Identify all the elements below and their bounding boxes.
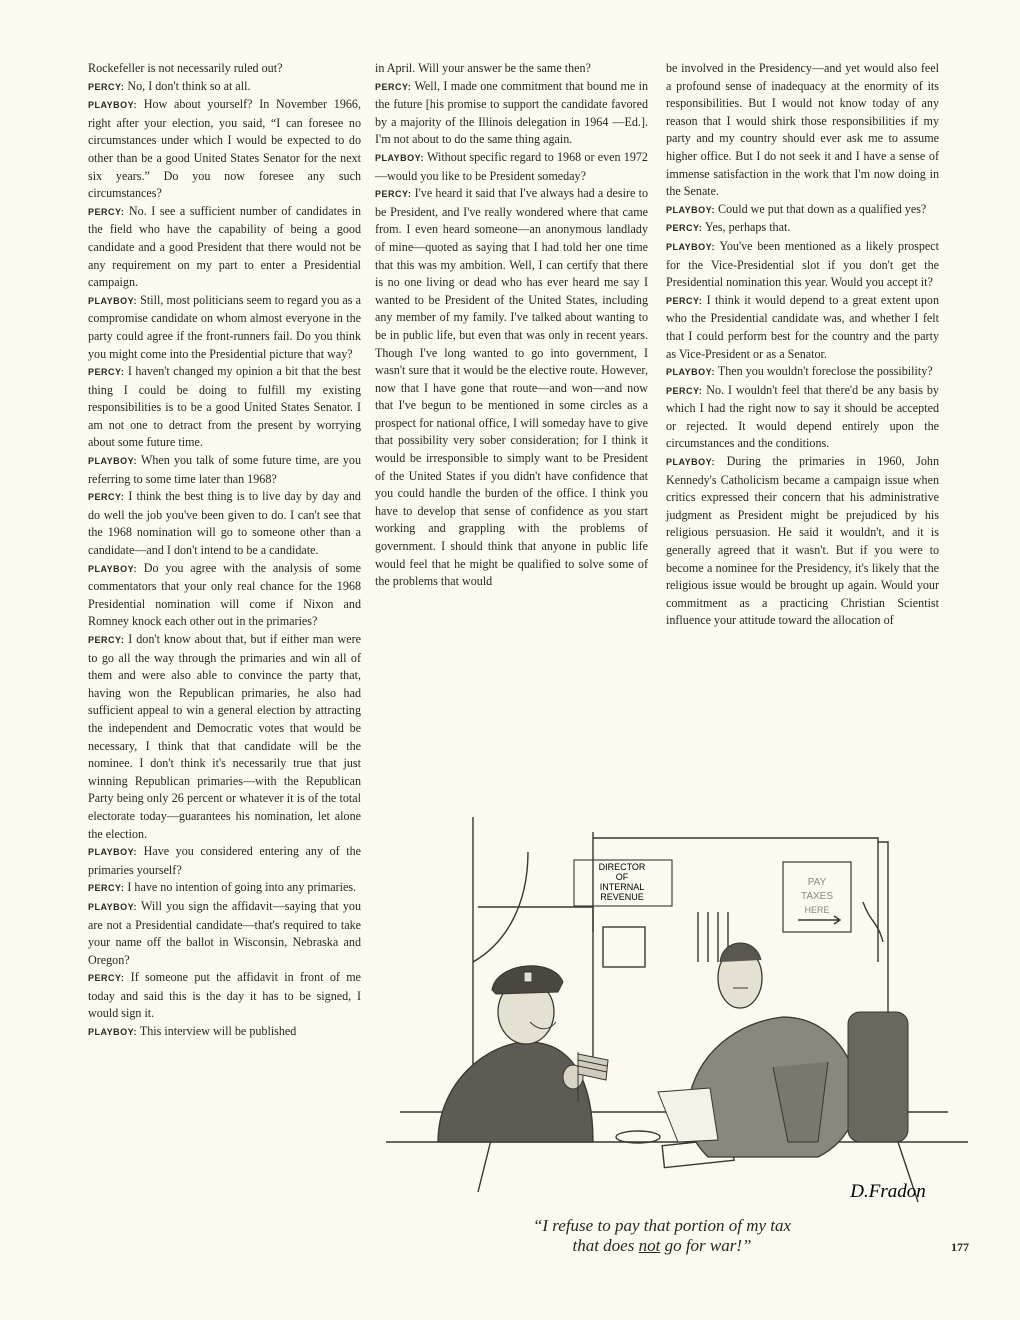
door-sign-line-4: REVENUE [600, 892, 644, 902]
paragraph-text: I don't know about that, but if either man were to go all the way through the primaries and win all of them and were also able to convince the party that, having won the Republican primaries, he also had sufficient appeal to win a general election by attracting the independent and Democratic votes that would be necessary, I think that that candidate will be the nominee. I don't think it's necessarily true that just winning Republican primaries—with the Republican Party being only 26 percent or whatever it is of the total electorate today—guarantees his nomination, let alone the election. [88, 632, 361, 841]
cartoon-caption [412, 1216, 912, 1256]
paragraph-text: You've been mentioned as a likely prospect for the Vice-Presidential slot if you don't get the Presidential nomination this year. Would you accept it? [666, 238, 940, 290]
paragraph-text: Do you agree with the analysis of some commentators that your only real chance for the 1968 Presidential nomination will come if Nixon and Romney knock each other out in the primaries? [88, 560, 361, 629]
speaker-label: PLAYBOY: [88, 563, 138, 574]
interview-paragraph [666, 292, 939, 363]
speaker-label: PERCY: [88, 81, 125, 92]
interview-paragraph [666, 453, 939, 630]
speaker-label: PERCY: [375, 81, 412, 92]
paragraph-text: No. I see a sufficient number of candidates in the field who have the capability of being a good candidate and a good President that there would not be any requirement on my part to enter a Presidential campaign. [88, 203, 361, 290]
interview-paragraph [88, 488, 361, 559]
text-column-3 [666, 60, 939, 778]
door-sign-line-1: DIRECTOR [598, 862, 646, 872]
paragraph-text: Have you considered entering any of the primaries yourself? [88, 844, 361, 877]
interview-paragraph [88, 879, 361, 898]
interview-paragraph [375, 185, 648, 591]
interview-paragraph [666, 238, 939, 292]
interview-paragraph [88, 78, 361, 97]
paragraph-text: How about yourself? In November 1966, right after your election, you said, “I can foresee no circumstances under which I would be expected to do other than be a good United States Senator for the next six years.” Do you now foresee any such circumstances? [88, 97, 361, 201]
speaker-label: PERCY: [666, 385, 703, 396]
paragraph-text: When you talk of some future time, are you referring to some time later than 1968? [88, 453, 361, 486]
paragraph-text: Still, most politicians seem to regard you as a compromise candidate on whom almost everyone in the party could agree if the front-runners fail. Do you think you might come into the Presidential picture that way? [88, 292, 361, 361]
paragraph-text: Well, I made one commitment that bound me in the future [his promise to support the candidate favored by a majority of the Illinois delegation in 1964 —Ed.]. I'm not about to do the same thing again. [375, 78, 648, 147]
speaker-label: PLAYBOY: [666, 241, 716, 252]
police-officer-figure [438, 966, 608, 1142]
paragraph-text: During the primaries in 1960, John Kennedy's Catholicism became a campaign issue when critics expressed their concern that his administrative judgment as President might be prejudiced by his religious persuasion. He said it wouldn't, and it is generally agreed that it wasn't. But if you were to become a nominee for the Presidency, it's likely that the religious issue would be brought up again. Would your commitment as a practicing Christian Scientist influence your attitude toward the allocation of [666, 454, 939, 628]
interview-paragraph [666, 219, 939, 238]
interview-paragraph [88, 292, 361, 363]
interview-paragraph [666, 363, 939, 382]
page-number: 177 [951, 1240, 969, 1254]
interview-paragraph [88, 560, 361, 631]
interview-paragraph [88, 969, 361, 1023]
cartoon-illustration [378, 812, 968, 1222]
speaker-label: PLAYBOY: [666, 367, 716, 378]
paragraph-text: Could we put that down as a qualified yes? [718, 201, 927, 216]
interview-paragraph [88, 452, 361, 488]
speaker-label: PERCY: [375, 189, 412, 200]
wall-sign-line-3: HERE [804, 905, 830, 915]
paragraph-text: No. I wouldn't feel that there'd be any basis by which I had the right now to say it should be accepted or rejected. It would depend entirely upon the circumstances and the conditions. [666, 382, 939, 451]
speaker-label: PERCY: [88, 973, 125, 984]
paragraph-text: I have no intention of going into any primaries. [127, 880, 357, 895]
door-sign-line-2: OF [615, 872, 629, 882]
paragraph-text: I think the best thing is to live day by day and do well the job you've been given to do. I can't see that the 1968 nomination will go to someone other than a candidate—and I don't intend to be a candidate. [88, 489, 361, 558]
speaker-label: PLAYBOY: [88, 901, 138, 912]
paragraph-text: This interview will be published [139, 1024, 297, 1039]
speaker-label: PERCY: [88, 206, 125, 217]
paragraph-text: Will you sign the affidavit—saying that you are not a Presidential candidate—that's required to take your name off the ballot in Wisconsin, Nebraska and Oregon? [88, 898, 361, 967]
interview-paragraph [88, 898, 361, 969]
speaker-label: PLAYBOY: [375, 152, 425, 163]
interview-paragraph [666, 201, 939, 220]
interview-paragraph [666, 382, 939, 453]
interview-paragraph [88, 631, 361, 843]
paragraph-text: Yes, perhaps that. [704, 220, 791, 235]
paragraph-text: I haven't changed my opinion a bit that the best thing I could be doing to fulfill my existing responsibilities is to be a good United States Senator. I am not one to detract from the present by worrying about some future time. [88, 364, 361, 450]
paragraph-text: be involved in the Presidency—and yet would also feel a profound sense of inadequacy at the enormity of its responsibilities. But I would not know today of any reason that I would shirk those responsibilities if my party and my country should ever ask me to assume higher office. But I do not seek it and I have a sense of immense satisfaction in the work that I'm now doing in the Senate. [666, 61, 939, 199]
interview-paragraph [375, 78, 648, 149]
interview-paragraph [88, 843, 361, 879]
artist-signature: D.Fradon [850, 1181, 926, 1202]
speaker-label: PLAYBOY: [88, 1027, 138, 1038]
speaker-label: PERCY: [666, 223, 703, 234]
interview-paragraph [88, 60, 361, 78]
speaker-label: PLAYBOY: [88, 100, 138, 111]
paragraph-text: Without specific regard to 1968 or even 1972—would you like to be President someday? [375, 149, 648, 183]
speaker-label: PLAYBOY: [666, 457, 716, 468]
interview-paragraph [88, 96, 361, 203]
speaker-label: PLAYBOY: [666, 204, 716, 215]
wall-sign-line-2: TAXES [800, 891, 834, 902]
caption-emphasis: not [638, 1236, 661, 1255]
paragraph-text: Rockefeller is not necessarily ruled out? [88, 61, 283, 75]
interview-paragraph [375, 60, 648, 78]
caption-line-1: “I refuse to pay that portion of my tax [532, 1216, 792, 1235]
text-column-1 [88, 60, 361, 1260]
speaker-label: PERCY: [88, 492, 125, 503]
interview-paragraph [375, 149, 648, 185]
paragraph-text: I think it would depend to a great extent upon who the Presidential candidate was, and whether I felt that I could perform best for the country and the party as Vice-President or as a Senator. [666, 292, 939, 361]
interview-paragraph [666, 60, 939, 201]
tax-official-figure [658, 943, 908, 1157]
door-sign-line-3: INTERNAL [599, 882, 645, 892]
speaker-label: PERCY: [88, 367, 125, 378]
speaker-label: PLAYBOY: [88, 456, 138, 467]
speaker-label: PLAYBOY: [88, 847, 138, 858]
paragraph-text: I've heard it said that I've always had a desire to be President, and I've really wondered where that came from. I even heard someone—an anonymous landlady of mine—quoted as saying that I had told her one time that this was my ambition. Well, I can certify that there is no one living or dead who has ever heard me say I wanted to be President of the United States, including any member of my family. I've talked about wanting to be in public life, but even that was only in recent years. Though I've long wanted to go into government, I wasn't sure that it would be the elective route. However, now that I have gone that route—and won—and now that I've begun to be mentioned in some circles as a prospect for national office, I will someday have to give that possibility very sober consideration; for I think it would be irresponsible to simply want to be President of the United States if you didn't have confidence that you could handle the burden of the office. I think you have to develop that sense of confidence as you start working and grappling with the problems of government. I should think that anyone in public life would feel that he might be qualified to solve some of the problems that would [375, 186, 648, 589]
paragraph-text: No, I don't think so at all. [127, 78, 251, 93]
interview-paragraph [88, 363, 361, 452]
paragraph-text: If someone put the affidavit in front of me today and said this is the day it has to be signed, I would sign it. [88, 970, 361, 1021]
wall-sign-line-1: PAY [807, 877, 827, 888]
text-column-2 [375, 60, 648, 778]
caption-line-2b: go for war!” [660, 1236, 752, 1255]
paragraph-text: Then you wouldn't foreclose the possibility? [717, 364, 933, 379]
interview-paragraph [88, 1023, 361, 1042]
speaker-label: PLAYBOY: [88, 295, 138, 306]
speaker-label: PERCY: [88, 883, 125, 894]
speaker-label: PERCY: [88, 635, 125, 645]
speaker-label: PERCY: [666, 295, 703, 306]
interview-paragraph [88, 203, 361, 292]
caption-line-2a: that does [572, 1236, 639, 1255]
paragraph-text: in April. Will your answer be the same then? [375, 61, 591, 75]
